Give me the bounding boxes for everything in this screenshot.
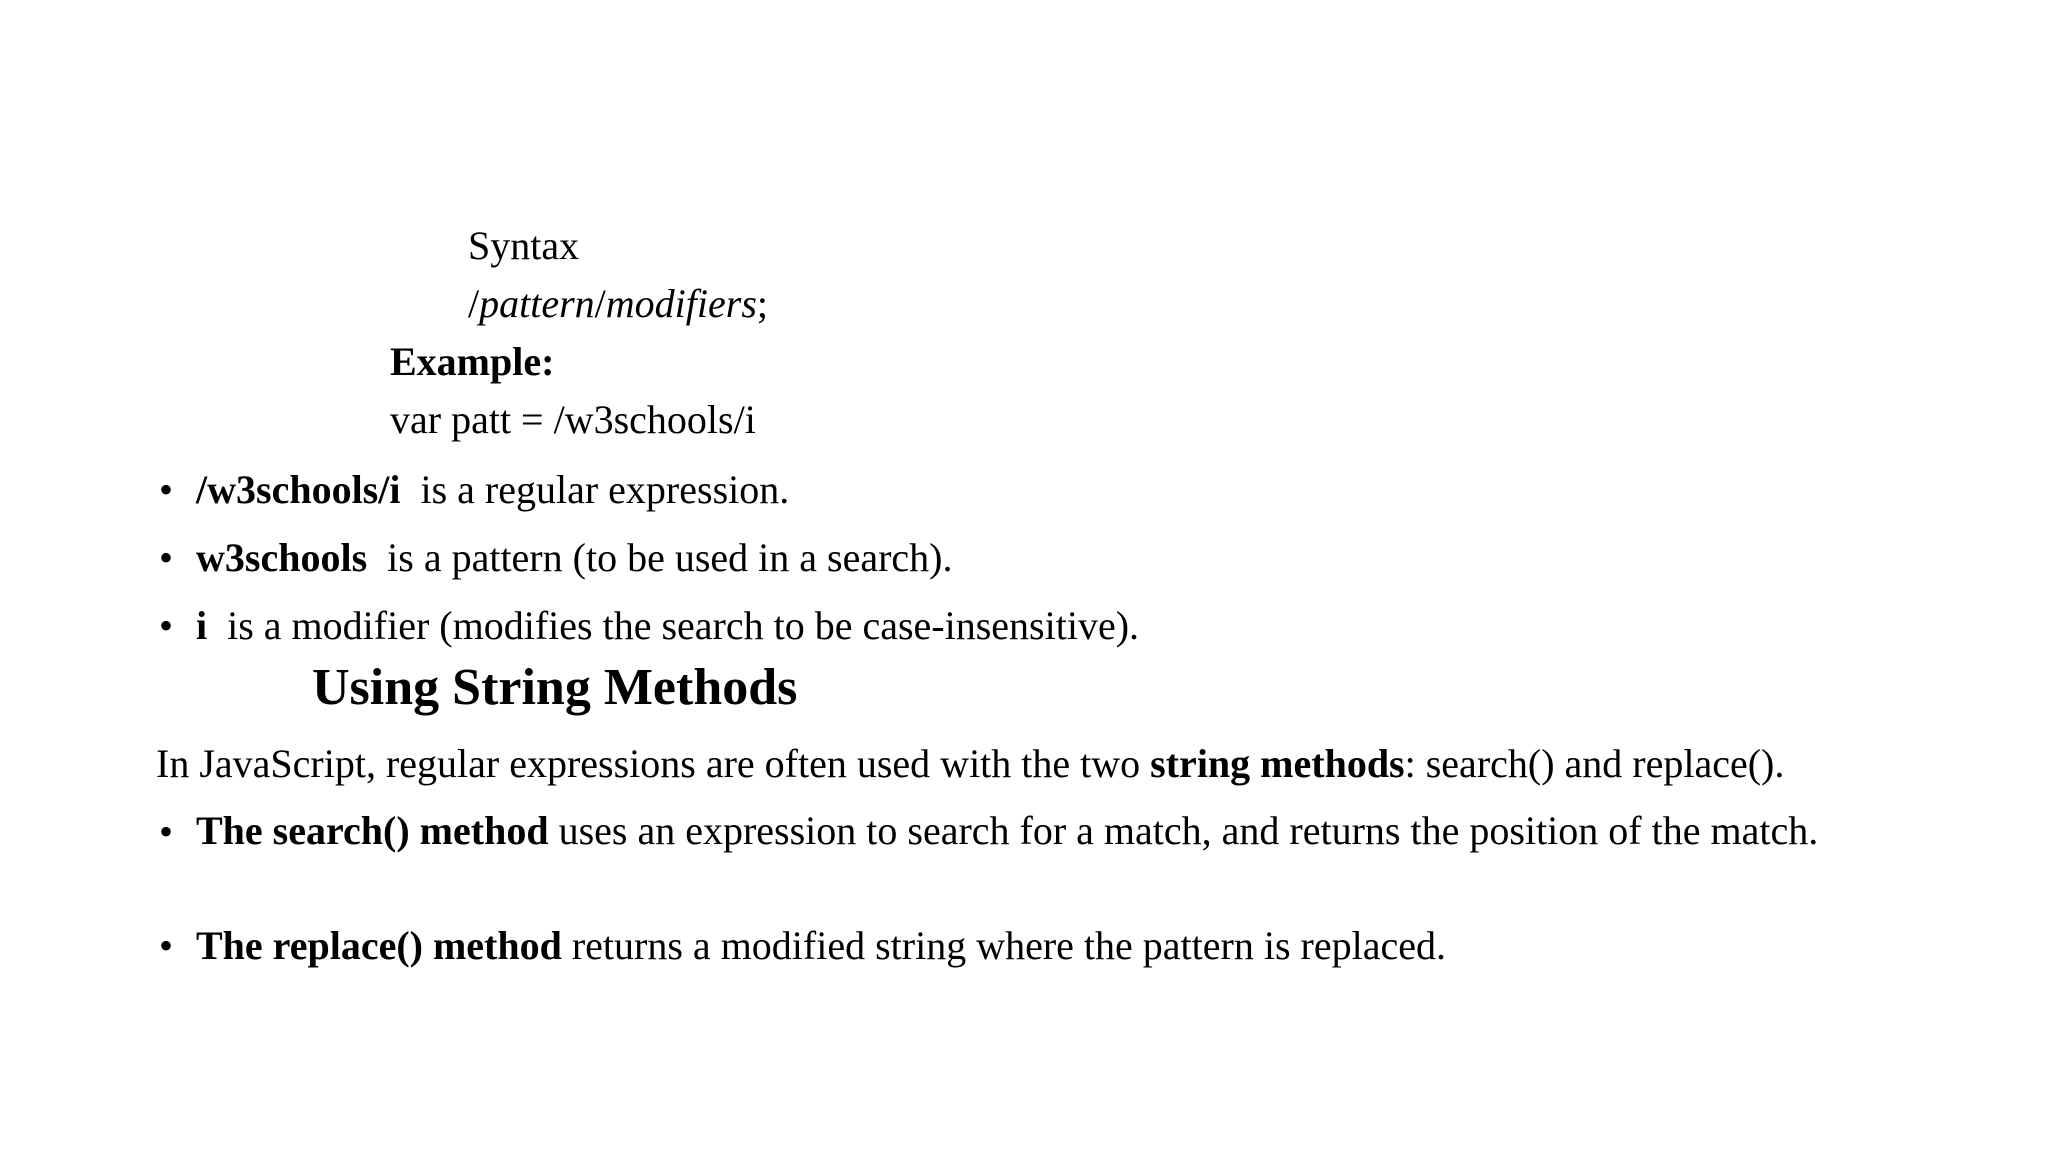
bullet-marker: • xyxy=(158,923,173,968)
bullet-text xyxy=(196,602,1139,650)
intro-after: : search() and replace(). xyxy=(1404,741,1785,786)
bullet-bold: /w3schools/i xyxy=(196,467,401,512)
intro-before: In JavaScript, regular expressions are often used with the two xyxy=(156,741,1151,786)
syntax-modifiers: modifiers xyxy=(605,281,757,326)
bullet-text xyxy=(196,922,1446,970)
bullet-text xyxy=(196,808,1836,854)
intro-paragraph xyxy=(156,740,1784,788)
example-code: var patt = /w3schools/i xyxy=(390,397,756,442)
syntax-semicolon: ; xyxy=(756,281,769,326)
syntax-pattern-line xyxy=(468,280,768,328)
bullet-marker: • xyxy=(158,809,173,854)
syntax-label: Syntax xyxy=(468,223,580,268)
bullet-marker: • xyxy=(158,603,173,648)
bullet-bold: The replace() method xyxy=(196,923,562,968)
bullet-text xyxy=(196,466,789,514)
bullet-bold: The search() method xyxy=(196,808,549,853)
intro-bold: string methods xyxy=(1150,741,1405,786)
bullet-rest: is a pattern (to be used in a search). xyxy=(367,535,953,580)
bullet-marker: • xyxy=(158,467,173,512)
syntax-slash-2: / xyxy=(594,281,606,326)
bullet-rest: is a regular expression. xyxy=(400,467,790,512)
bullet-bold: w3schools xyxy=(196,535,368,580)
bullet-rest: returns a modified string where the pattern is replaced. xyxy=(561,923,1446,968)
syntax-pattern: pattern xyxy=(479,281,595,326)
syntax-slash-1: / xyxy=(468,281,480,326)
section-heading: Using String Methods xyxy=(312,659,798,716)
bullet-rest: is a modifier (modifies the search to be case-insensitive). xyxy=(207,603,1140,648)
bullet-bold: i xyxy=(196,603,208,648)
example-label: Example: xyxy=(390,339,555,384)
bullet-marker: • xyxy=(158,535,173,580)
bullet-text xyxy=(196,534,952,582)
bullet-rest: uses an expression to search for a match, and returns the position of the match. xyxy=(548,808,1819,853)
